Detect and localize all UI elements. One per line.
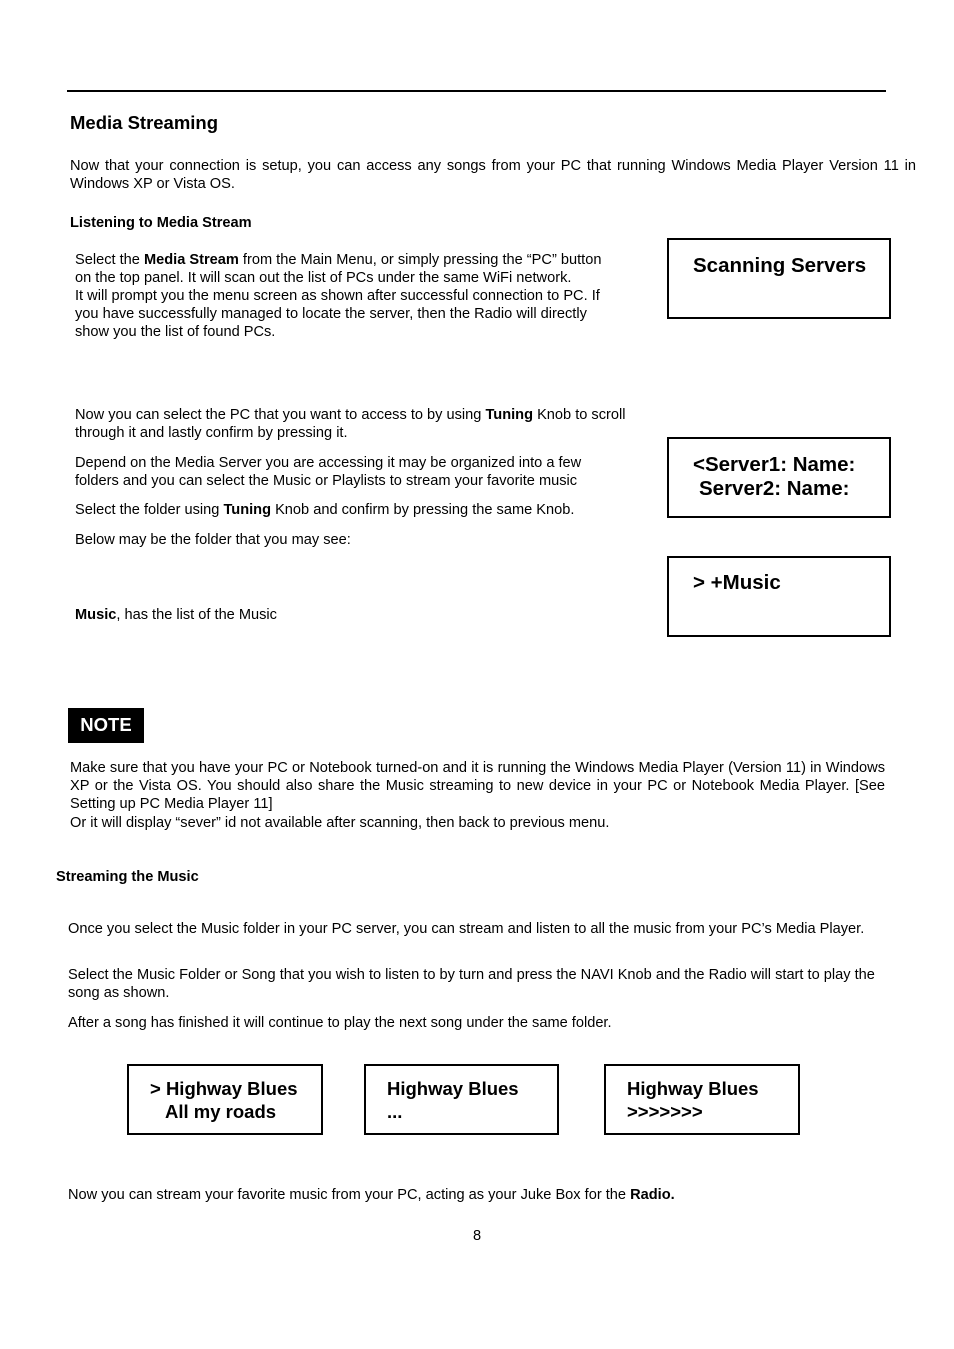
text: from the Main Menu, or simply pressing the “PC” button on the top panel. It will scan out the list of PCs under the same WiFi network. (75, 252, 602, 286)
knob-term: Tuning (485, 407, 534, 423)
screen-text: ... (387, 1101, 403, 1122)
listening-paragraph-4 (75, 501, 635, 519)
listening-paragraph-1 (75, 251, 620, 341)
listening-paragraph-6 (75, 606, 277, 624)
screen-text: Scanning Servers (693, 254, 867, 277)
closing-paragraph (68, 1186, 675, 1204)
intro-paragraph: Now that your connection is setup, you can access any songs from your PC that running Windows Media Player Version 11 in Windows XP or Vista OS. (70, 158, 916, 192)
screen-text: All my roads (165, 1101, 277, 1122)
text: Now you can select the PC that you want to access to by using (75, 407, 486, 423)
text: , has the list of the Music (116, 607, 277, 623)
header-rule (67, 90, 886, 92)
screen-song-loading (364, 1064, 559, 1135)
streaming-paragraph-1: Once you select the Music folder in your PC server, you can stream and listen to all the music from your PC’s Media Player. (68, 921, 865, 937)
listening-heading: Listening to Media Stream (70, 215, 252, 231)
streaming-paragraph-2: Select the Music Folder or Song that you wish to listen to by turn and press the NAVI Knob and the Radio will start to play the song as shown. (68, 967, 875, 1001)
note-text-2: Or it will display “sever” id not available after scanning, then back to previous menu. (70, 815, 610, 831)
listening-paragraph-3: Depend on the Media Server you are accessing it may be organized into a few folders and you can select the Music or Playlists to stream your favorite music (75, 455, 582, 489)
streaming-heading: Streaming the Music (56, 869, 199, 885)
radio-term: Radio. (630, 1187, 675, 1203)
music-term: Music (75, 607, 117, 623)
screen-song-select (127, 1064, 323, 1135)
screen-music-folder (667, 556, 891, 637)
screen-text: > Highway Blues (150, 1078, 298, 1099)
text: Knob and confirm by pressing the same Knob. (271, 502, 575, 518)
screen-scanning-servers (667, 238, 891, 319)
note-text: Make sure that you have your PC or Notebook turned-on and it is running the Windows Media Player (Version 11) in Windows XP or the Vista OS. You should also share the Music streaming to new device in your PC or Notebook Media Player. [See Setting up PC Media Player 11] (70, 760, 885, 812)
text: It will prompt you the menu screen as shown after successful connection to PC. If you have successfully managed to locate the server, then the Radio will directly show you the list of found PCs. (75, 288, 600, 340)
screen-text: Highway Blues (627, 1078, 759, 1099)
screen-text: Highway Blues (387, 1078, 519, 1099)
text: Knob to scroll through it and lastly confirm by pressing it. (75, 407, 626, 441)
text: Now you can stream your favorite music from your PC, acting as your Juke Box for the (68, 1187, 631, 1203)
screen-server-list (667, 437, 891, 518)
streaming-paragraph-3: After a song has finished it will continue to play the next song under the same folder. (68, 1015, 612, 1031)
text: Select the folder using (75, 502, 224, 518)
page-number: 8 (473, 1228, 482, 1244)
knob-term: Tuning (223, 502, 272, 518)
screen-text: <Server1: Name: (693, 453, 856, 476)
note-badge: NOTE (68, 708, 144, 743)
menu-term: Media Stream (143, 252, 239, 268)
text: Select the (75, 252, 144, 268)
section-title: Media Streaming (70, 112, 219, 133)
listening-paragraph-2 (75, 406, 635, 442)
listening-paragraph-5: Below may be the folder that you may see: (75, 532, 351, 548)
screen-text: > +Music (693, 571, 781, 594)
screen-song-playing (604, 1064, 800, 1135)
screen-text: >>>>>>> (627, 1101, 703, 1122)
screen-text: Server2: Name: (699, 477, 850, 500)
